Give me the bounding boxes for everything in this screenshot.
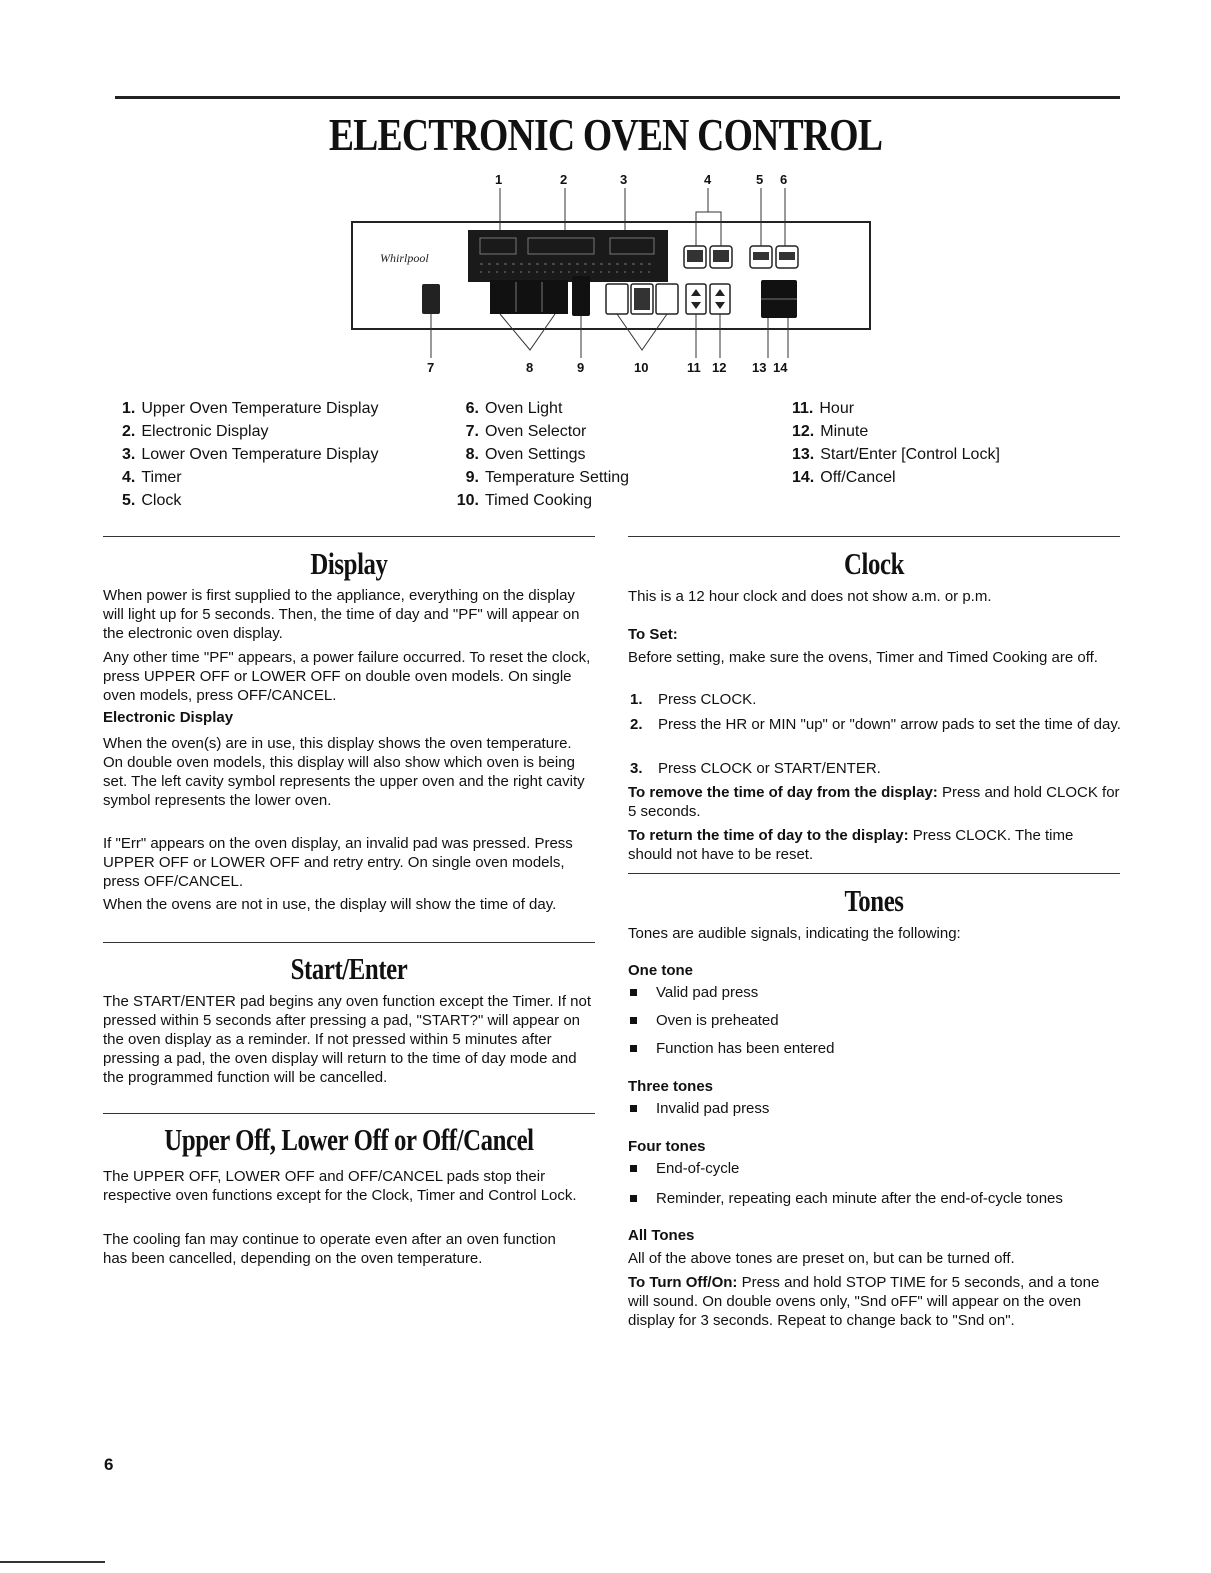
legend-column-1 — [122, 397, 379, 512]
legend-item: 13. Start/Enter [Control Lock] — [792, 446, 1000, 463]
legend-item: 6. Oven Light — [465, 400, 563, 417]
callout-7: 7 — [427, 360, 435, 375]
brand-logo: Whirlpool — [380, 251, 429, 265]
display-heading: Display — [310, 546, 388, 581]
legend-item: 3. Lower Oven Temperature Display — [122, 446, 379, 463]
bottom-rule — [0, 1561, 105, 1563]
legend-item: 9. Temperature Setting — [465, 469, 630, 486]
display-paragraph-1: When power is first supplied to the appliance, everything on the display will light up for 5 seconds. Then, the time of day and "PF" will appear on the electronic oven display. — [103, 587, 580, 642]
to-set-subheading: To Set: — [628, 626, 678, 643]
legend-column-2 — [455, 397, 629, 512]
legend-item: 1. Upper Oven Temperature Display — [122, 400, 379, 417]
bullet-icon — [630, 1165, 637, 1172]
all-tones-subheading: All Tones — [628, 1227, 695, 1244]
one-tone-subheading: One tone — [628, 962, 694, 979]
callout-14: 14 — [773, 360, 788, 375]
legend-item: 7. Oven Selector — [465, 423, 587, 440]
bullet-icon — [630, 1045, 637, 1052]
list-item: Valid pad press — [630, 984, 758, 1001]
callout-5: 5 — [756, 172, 764, 187]
control-panel-diagram — [340, 168, 880, 380]
callout-3: 3 — [620, 172, 628, 187]
page-number: 6 — [104, 1455, 114, 1474]
callout-9: 9 — [577, 360, 585, 375]
clock-heading: Clock — [844, 546, 904, 581]
legend-item: 5. Clock — [122, 492, 182, 509]
section-rule — [103, 942, 595, 943]
bullet-icon — [630, 989, 637, 996]
upper-off-paragraph-1: The UPPER OFF, LOWER OFF and OFF/CANCEL pads stop their respective oven functions except for the Clock, Timer and Control Lock. — [103, 1168, 577, 1204]
legend-item: 10. Timed Cooking — [456, 492, 593, 509]
legend-item: 11. Hour — [792, 400, 855, 417]
tones-intro: Tones are audible signals, indicating the following: — [628, 925, 961, 942]
bullet-icon — [630, 1105, 637, 1112]
all-tones-text: All of the above tones are preset on, but can be turned off. — [628, 1250, 1015, 1267]
callout-4: 4 — [704, 172, 712, 187]
electronic-display-subheading: Electronic Display — [103, 709, 234, 726]
callout-8: 8 — [526, 360, 534, 375]
control-panel-illustration — [340, 168, 880, 380]
callout-2: 2 — [560, 172, 568, 187]
display-paragraph-5: When the ovens are not in use, the display will show the time of day. — [103, 896, 557, 913]
list-item: Function has been entered — [630, 1040, 834, 1057]
callout-10: 10 — [634, 360, 649, 375]
top-rule — [115, 96, 1120, 99]
section-rule — [103, 1113, 595, 1114]
display-paragraph-4: If "Err" appears on the oven display, an invalid pad was pressed. Press UPPER OFF or LOWER OFF and retry entry. On single oven models, press OFF/CANCEL. — [103, 835, 573, 890]
callout-12: 12 — [712, 360, 727, 375]
legend-item: 14. Off/Cancel — [792, 469, 896, 486]
legend-column-3 — [792, 397, 1000, 489]
clock-remove-instruction: To remove the time of day from the display: Press and hold CLOCK for 5 seconds. — [628, 784, 1120, 820]
list-item: Reminder, repeating each minute after the end-of-cycle tones — [630, 1190, 1063, 1207]
legend-item: 8. Oven Settings — [465, 446, 586, 463]
four-tones-subheading: Four tones — [628, 1138, 706, 1155]
legend-item: 4. Timer — [122, 469, 182, 486]
legend-item: 12. Minute — [792, 423, 869, 440]
list-item: Invalid pad press — [630, 1100, 769, 1117]
tones-heading: Tones — [844, 883, 904, 918]
section-rule — [103, 536, 595, 537]
page-title: ELECTRONIC OVEN CONTROL — [328, 109, 883, 160]
list-item: End-of-cycle — [630, 1160, 739, 1177]
clock-intro: This is a 12 hour clock and does not show a.m. or p.m. — [628, 588, 992, 605]
turn-off-on-instruction: To Turn Off/On: Press and hold STOP TIME for 5 seconds, and a tone will sound. On double ovens only, "Snd oFF" will appear on the oven display for 3 seconds. Repeat to change back to "Snd on". — [628, 1274, 1100, 1329]
clock-before-setting: Before setting, make sure the ovens, Timer and Timed Cooking are off. — [628, 649, 1098, 666]
legend-item: 2. Electronic Display — [122, 423, 269, 440]
three-tones-subheading: Three tones — [628, 1078, 714, 1095]
callout-13: 13 — [752, 360, 767, 375]
bullet-icon — [630, 1195, 637, 1202]
callout-11: 11 — [687, 360, 701, 375]
section-rule — [628, 536, 1120, 537]
list-item: Oven is preheated — [630, 1012, 779, 1029]
start-enter-heading: Start/Enter — [290, 951, 408, 986]
upper-off-paragraph-2: The cooling fan may continue to operate even after an oven function has been cancelled, depending on the oven temperature. — [103, 1231, 556, 1267]
bullet-icon — [630, 1017, 637, 1024]
clock-return-instruction: To return the time of day to the display: Press CLOCK. The time should not have to be reset. — [628, 827, 1074, 863]
display-paragraph-3: When the oven(s) are in use, this display shows the oven temperature. On double oven models, this display will also show which oven is being set. The left cavity symbol represents the upper oven and the right cavity symbol represents the lower oven. — [103, 735, 585, 809]
upper-off-heading: Upper Off, Lower Off or Off/Cancel — [164, 1122, 534, 1157]
start-enter-paragraph: The START/ENTER pad begins any oven function except the Timer. If not pressed within 5 seconds after pressing a pad, "START?" will appear on the oven display as a reminder. If not pressed within 5 minutes after pressing a pad, the oven display will return to the time of day mode and the programmed function will be cancelled. — [103, 993, 592, 1086]
section-rule — [628, 873, 1120, 874]
callout-6: 6 — [780, 172, 788, 187]
callout-1: 1 — [495, 172, 503, 187]
display-paragraph-2: Any other time "PF" appears, a power failure occurred. To reset the clock, press UPPER OFF or LOWER OFF on double oven models. On single oven models, press OFF/CANCEL. — [103, 649, 591, 704]
